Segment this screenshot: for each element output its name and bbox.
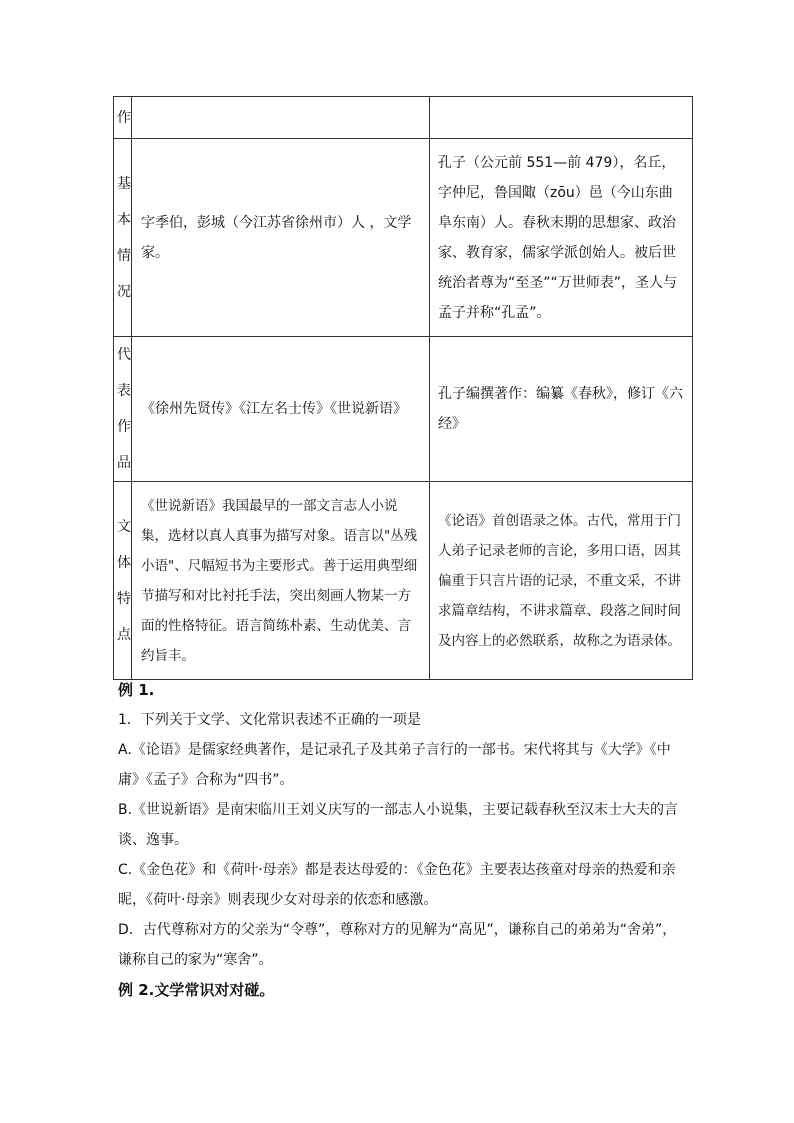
row-label: 代表作品 <box>117 347 131 471</box>
table-row <box>114 482 693 680</box>
table-row <box>114 337 693 482</box>
table-cell: 孔子编撰著作：编纂《春秋》，修订《六经》 <box>430 337 693 482</box>
row-label-cell <box>114 97 132 139</box>
option-d: D．古代尊称对方的父亲为“令尊”，尊称对方的见解为“高见”，谦称自己的弟弟为“舍弟”，谦称自己的家为“寒舍”。 <box>118 922 677 968</box>
table-row <box>114 97 693 139</box>
table-cell <box>430 97 693 139</box>
author-comparison-table <box>113 96 693 680</box>
table-cell: 孔子（公元前 551—前 479），名丘，字仲尼，鲁国陬（zōu）邑（今山东曲阜东南）人。春秋末期的思想家、政治家、教育家，儒家学派创始人。被后世统治者尊为“至圣”“万世师表”，圣人与孟子并称“孔孟”。 <box>430 139 693 337</box>
table-cell: 《世说新语》我国最早的一部文言志人小说集，选材以真人真事为描写对象。语言以"丛残小语"、尺幅短书为主要形式。善于运用典型细节描写和对比衬托手法，突出刻画人物某一方面的性格特征。语言简练朴素、生动优美、言约旨丰。 <box>132 482 430 680</box>
row-label: 文体特点 <box>117 518 131 643</box>
example-1-heading: 例 1. <box>118 681 155 699</box>
row-label: 作 <box>117 109 131 126</box>
row-label-cell <box>114 337 132 482</box>
option-a: A.《论语》是儒家经典著作，是记录孔子及其弟子言行的一部书。宋代将其与《大学》《中庸》《孟子》合称为“四书”。 <box>118 742 671 788</box>
row-label: 基本情况 <box>117 175 131 300</box>
example-1-section <box>118 675 683 1005</box>
option-b: B.《世说新语》是南宋临川王刘义庆写的一部志人小说集，主要记载春秋至汉末士大夫的言谈、逸事。 <box>118 802 679 848</box>
table-cell: 《徐州先贤传》《江左名士传》《世说新语》 <box>132 337 430 482</box>
row-label-cell <box>114 482 132 680</box>
question-text: 1．下列关于文学、文化常识表述不正确的一项是 <box>118 712 421 728</box>
table-cell: 字季伯，彭城（今江苏省徐州市）人 ，文学家。 <box>132 139 430 337</box>
table-cell: 《论语》首创语录之体。古代，常用于门人弟子记录老师的言论，多用口语，因其偏重于只言片语的记录，不重文采，不讲求篇章结构，不讲求篇章、段落之间时间及内容上的必然联系，故称之为语录体。 <box>430 482 693 680</box>
row-label-cell <box>114 139 132 337</box>
table-cell <box>132 97 430 139</box>
option-c: C.《金色花》和《荷叶·母亲》都是表达母爱的：《金色花》主要表达孩童对母亲的热爱和亲昵，《荷叶·母亲》则表现少女对母亲的依恋和感激。 <box>118 862 676 908</box>
table-row <box>114 139 693 337</box>
example-2-heading: 例 2.文学常识对对碰。 <box>118 981 275 999</box>
